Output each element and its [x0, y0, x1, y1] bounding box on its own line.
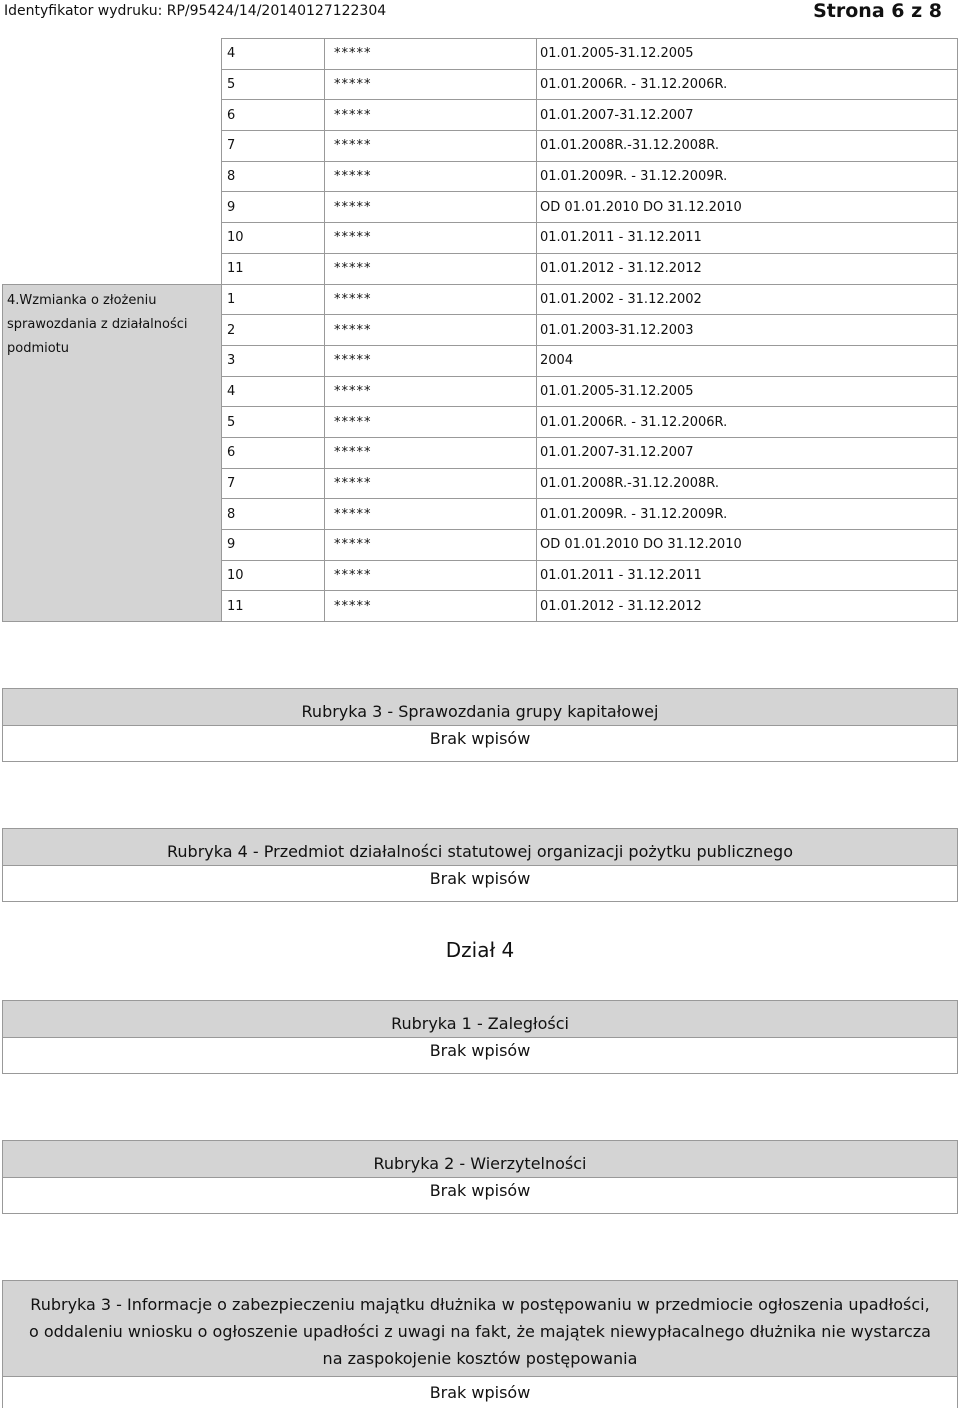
row-period: 01.01.2006R. - 31.12.2006R. — [537, 69, 958, 100]
table-row — [3, 100, 958, 131]
empty-label-cell — [3, 253, 222, 284]
rubryka-4-value: Brak wpisów — [429, 869, 531, 888]
row-masked-value: ***** — [325, 437, 537, 468]
row-period: 01.01.2008R.-31.12.2008R. — [537, 131, 958, 162]
row-period: 01.01.2007-31.12.2007 — [537, 100, 958, 131]
table-row — [3, 39, 958, 70]
rubryka-4-box — [2, 828, 958, 902]
table-row — [3, 284, 958, 315]
row-number: 2 — [222, 315, 325, 346]
table-row — [3, 69, 958, 100]
row-period: 01.01.2012 - 31.12.2012 — [537, 591, 958, 622]
row-number: 7 — [222, 131, 325, 162]
row-number: 10 — [222, 223, 325, 254]
row-masked-value: ***** — [325, 376, 537, 407]
row-period: OD 01.01.2010 DO 31.12.2010 — [537, 530, 958, 561]
row-number: 5 — [222, 69, 325, 100]
row-period: 01.01.2008R.-31.12.2008R. — [537, 468, 958, 499]
rubryka-3-value: Brak wpisów — [429, 729, 531, 748]
row-number: 9 — [222, 192, 325, 223]
d4-rubryka-1-title: Rubryka 1 - Zaległości — [3, 1001, 957, 1038]
row-number: 6 — [222, 437, 325, 468]
row-number: 8 — [222, 499, 325, 530]
d4-rubryka-3-value: Brak wpisów — [429, 1383, 531, 1402]
row-period: 01.01.2006R. - 31.12.2006R. — [537, 407, 958, 438]
row-period: 01.01.2005-31.12.2005 — [537, 376, 958, 407]
page-number: Strona 6 z 8 — [813, 0, 942, 22]
row-masked-value: ***** — [325, 39, 537, 70]
row-number: 4 — [222, 376, 325, 407]
row-number: 6 — [222, 100, 325, 131]
row-masked-value: ***** — [325, 253, 537, 284]
d4-rubryka-3-title: Rubryka 3 - Informacje o zabezpieczeniu majątku dłużnika w postępowaniu w przedmiocie ogłoszenia upadłości, o oddaleniu wniosku o ogłoszenie upadłości z uwagi na fakt, że majątek niewypłacalnego dłużnika nie wystarcza na zaspokojenie kosztów postępowania — [3, 1281, 957, 1377]
empty-label-cell — [3, 131, 222, 162]
empty-label-cell — [3, 100, 222, 131]
row-number: 5 — [222, 407, 325, 438]
rubryka-3-title: Rubryka 3 - Sprawozdania grupy kapitałowej — [3, 689, 957, 726]
row-period: 01.01.2005-31.12.2005 — [537, 39, 958, 70]
row-period: 01.01.2009R. - 31.12.2009R. — [537, 499, 958, 530]
empty-label-cell — [3, 192, 222, 223]
rubryka-4-title: Rubryka 4 - Przedmiot działalności statutowej organizacji pożytku publicznego — [3, 829, 957, 866]
row-masked-value: ***** — [325, 591, 537, 622]
d4-rubryka-2-title: Rubryka 2 - Wierzytelności — [3, 1141, 957, 1178]
row-period: 01.01.2002 - 31.12.2002 — [537, 284, 958, 315]
row-masked-value: ***** — [325, 192, 537, 223]
rubryka-3-box — [2, 688, 958, 762]
empty-label-cell — [3, 161, 222, 192]
row-period: 01.01.2007-31.12.2007 — [537, 437, 958, 468]
row-masked-value: ***** — [325, 223, 537, 254]
table-row — [3, 192, 958, 223]
row-number: 11 — [222, 253, 325, 284]
d4-rubryka-1-box — [2, 1000, 958, 1074]
row-period: 01.01.2012 - 31.12.2012 — [537, 253, 958, 284]
table-row — [3, 223, 958, 254]
row-masked-value: ***** — [325, 345, 537, 376]
row-masked-value: ***** — [325, 100, 537, 131]
table-row — [3, 253, 958, 284]
row-masked-value: ***** — [325, 499, 537, 530]
row-masked-value: ***** — [325, 161, 537, 192]
d4-rubryka-2-box — [2, 1140, 958, 1214]
row-period: OD 01.01.2010 DO 31.12.2010 — [537, 192, 958, 223]
dzial-4-heading: Dział 4 — [445, 938, 515, 962]
row-number: 3 — [222, 345, 325, 376]
empty-label-cell — [3, 39, 222, 70]
table-row — [3, 161, 958, 192]
row-period: 01.01.2011 - 31.12.2011 — [537, 223, 958, 254]
d4-rubryka-3-box — [2, 1280, 958, 1408]
d4-rubryka-1-value: Brak wpisów — [429, 1041, 531, 1060]
d4-rubryka-2-value: Brak wpisów — [429, 1181, 531, 1200]
row-masked-value: ***** — [325, 530, 537, 561]
row-number: 7 — [222, 468, 325, 499]
row-period: 01.01.2003-31.12.2003 — [537, 315, 958, 346]
row-number: 9 — [222, 530, 325, 561]
print-identifier: Identyfikator wydruku: RP/95424/14/20140127122304 — [4, 3, 387, 19]
row-number: 10 — [222, 560, 325, 591]
row-masked-value: ***** — [325, 284, 537, 315]
row-masked-value: ***** — [325, 468, 537, 499]
row-masked-value: ***** — [325, 560, 537, 591]
row-number: 11 — [222, 591, 325, 622]
row-period: 2004 — [537, 345, 958, 376]
row-masked-value: ***** — [325, 315, 537, 346]
row-period: 01.01.2009R. - 31.12.2009R. — [537, 161, 958, 192]
section-label: 4.Wzmianka o złożeniu sprawozdania z działalności podmiotu — [3, 284, 222, 622]
report-table — [2, 38, 958, 622]
row-period: 01.01.2011 - 31.12.2011 — [537, 560, 958, 591]
row-number: 4 — [222, 39, 325, 70]
row-number: 1 — [222, 284, 325, 315]
empty-label-cell — [3, 69, 222, 100]
row-number: 8 — [222, 161, 325, 192]
row-masked-value: ***** — [325, 131, 537, 162]
row-masked-value: ***** — [325, 407, 537, 438]
row-masked-value: ***** — [325, 69, 537, 100]
empty-label-cell — [3, 223, 222, 254]
table-row — [3, 131, 958, 162]
